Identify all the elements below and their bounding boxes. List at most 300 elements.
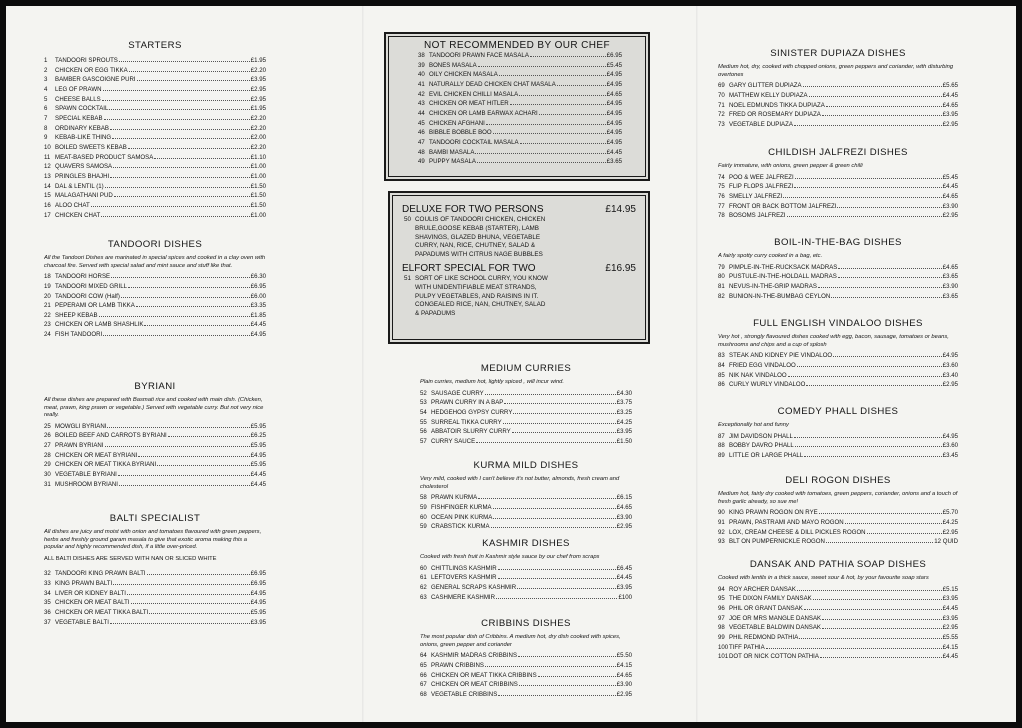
dot-leader [822,628,942,629]
dot-leader [530,56,606,57]
menu-item [718,614,958,624]
item-name: PRAWN BYRIANI [55,442,104,450]
section-kashmir [420,538,632,602]
item-name: OCEAN PINK KURMA [431,513,493,521]
section-title: CHILDISH JALFREZI DISHES [768,147,908,158]
menu-item [718,173,958,183]
menu-item [420,493,632,503]
item-name: ROY ARCHER DANSAK [729,585,796,593]
dot-leader [822,619,942,620]
item-number: 59 [420,523,427,531]
item-name: JOE OR MRS MANGLE DANSAK [729,614,822,622]
menu-item [718,182,958,192]
item-number: 5 [44,95,48,103]
section-description: Very hot , strongly flavoured dishes cooked with egg, bacon, sausage, tomatoes or beans, mushrooms and chips and a cup of splosh [718,334,949,348]
item-price: £4.25 [616,418,632,426]
item-price: £3.60 [942,442,958,450]
section-description: Cooked with lentils in a thick sauce, sweet sour & hot, by your favourite soap stars [718,575,929,581]
menu-item [718,282,958,292]
menu-item [44,598,266,608]
item-name: CHICKEN OR MEAT TIKKA CRIBBINS [431,671,537,679]
item-number: 92 [718,528,725,536]
item-number: 48 [418,148,425,156]
item-name: PRAWN CURRY IN A BAP [431,399,504,407]
dot-leader [477,162,606,163]
item-price: £4.45 [942,183,958,191]
item-name: DAL & LENTIL (1) [55,182,104,190]
section-description: Very mild, cooked with I can't believe it's not butter, almonds, fresh cream and cholesterol [420,476,620,490]
elfort-description [404,275,636,319]
item-name: SPAWN COCKTAIL [55,105,109,113]
section-tandoori [44,239,266,340]
dot-leader [831,297,942,298]
item-name: TANDOORI HORSE [55,273,111,281]
dot-leader [157,465,250,466]
dot-leader [485,394,616,395]
menu-item [418,119,622,129]
dot-leader [105,446,250,447]
item-number: 89 [718,451,725,459]
section-vindaloo [718,318,958,390]
item-price: £6.95 [250,282,266,290]
dot-leader [128,148,250,149]
item-list [420,493,632,532]
item-name: SHEEP KEBAB [55,311,98,319]
dot-leader [493,508,616,509]
menu-item [418,157,622,167]
item-number: 94 [718,585,725,593]
menu-item [420,427,632,437]
menu-item [718,604,958,614]
section-description: All these dishes are prepared with Basmati rice and cooked with main dish. (Chicken, meat, prawn, king prawn or vegetable.) Served with vegetable curry. But not very nice really. [44,397,264,419]
item-price: £6.95 [250,570,266,578]
menu-item [420,398,632,408]
dot-leader [485,666,616,667]
menu-item [420,593,632,603]
deluxe-line: SHAVINGS, GLAZED BHUNA, VEGETABLE [415,233,541,241]
section-title: COMEDY PHALL DISHES [777,406,899,417]
item-number: 81 [718,282,725,290]
item-list [718,508,958,547]
item-name: TANDOORI PRAWN FACE MASALA [429,52,529,59]
item-list [418,51,622,167]
item-name: CHITTLINGS KASHMIR [431,564,497,572]
item-number: 68 [420,690,427,698]
elfort-line: CONGEALED RICE, NAN, CHUTNEY, SALAD [415,301,546,309]
item-number: 36 [44,609,51,616]
item-name: CHICKEN OR MEAT BALTI [55,599,130,607]
section-cribbins [420,618,632,699]
item-price: £2.20 [250,124,266,132]
dot-leader [804,456,942,457]
dot-leader [168,436,250,437]
item-name: LEFTOVERS KASHMIR [431,574,497,582]
item-price: £5.70 [942,509,958,517]
item-name: BOILED SWEETS KEBAB [55,143,127,151]
item-number: 20 [44,292,51,300]
menu-item [718,441,958,451]
menu-item [718,101,958,111]
item-price: £1.00 [250,211,266,219]
item-name: CASHMERE KASHMIR [431,593,495,601]
deluxe-description [404,216,636,260]
menu-item [718,263,958,273]
menu-item [718,585,958,595]
item-price: £5.15 [942,585,958,593]
menu-item [44,191,266,201]
dot-leader [838,277,942,278]
item-number: 64 [420,652,427,660]
item-name: LOX, CREAM CHEESE & DILL PICKLES ROGON [729,528,866,536]
item-name: FRIED EGG VINDALOO [729,361,796,369]
item-price: £3.95 [250,618,266,626]
item-number: 10 [44,143,51,151]
menu-item [418,51,622,61]
dot-leader [795,178,942,179]
item-price: £2.20 [250,143,266,151]
item-name: TANDOORI SPROUTS [55,57,118,64]
item-number: 71 [718,101,725,109]
item-name: BIBBLE BOBBLE BOO [429,129,492,137]
section-description: A fairly spotty curry cooked in a bag, etc. [718,253,823,259]
item-name: NOEL EDMUNDS TIKKA DUPIAZA [729,101,825,109]
dot-leader [491,527,616,528]
menu-item [420,408,632,418]
item-price: £5.55 [942,633,958,641]
item-name: BLT ON PUMPERNICKLE ROGON [729,538,825,546]
dot-leader [137,80,250,81]
item-name: CHICKEN OR MEAT TIKKA BYRIANI [55,461,157,469]
dot-leader [114,196,250,197]
item-name: MUSHROOM BYRIANI [55,480,118,488]
dot-leader [147,574,250,575]
menu-item [44,608,266,618]
item-price: £4.15 [942,643,958,651]
dot-leader [104,119,250,120]
item-list [718,585,958,662]
menu-item [418,99,622,109]
menu-item [420,690,632,700]
item-price: £5.45 [942,173,958,181]
item-name: BAMBI MASALA [429,148,475,156]
item-list [718,173,958,221]
item-price: £2.95 [250,95,266,103]
section-description: Plain curries, medium hot, lightly spiced , will incur wind. [420,379,565,385]
dot-leader [845,523,942,524]
menu-item [44,66,266,76]
section-description: All dishes are juicy and moist with onion and tomatoes flavoured with green peppers, herbs and freshly ground garam masala to give that exotic aroma making this a popular and highly recommended dish, if a little over-priced. [44,529,262,551]
item-number: 58 [420,494,427,502]
item-price: £4.45 [942,653,958,661]
menu-item [44,282,266,292]
menu-item [420,389,632,399]
dot-leader [119,61,250,62]
item-number: 19 [44,282,51,290]
dot-leader [119,485,250,486]
item-number: 91 [718,518,725,526]
item-price: £3.35 [250,302,266,310]
section-phall [718,406,958,461]
dot-leader [102,100,250,101]
item-price: £4.65 [606,90,622,98]
section-description: Cooked with fresh fruit in Kashmir style sauce by our chef from scraps [420,554,600,560]
item-price: £3.25 [616,408,632,416]
item-price: £4.95 [606,109,622,117]
item-name: NIK NAK VINDALOO [729,371,787,379]
menu-item [44,272,266,282]
menu-item [718,451,958,461]
item-price: £6.45 [616,564,632,572]
deluxe-line: CURRY, NAN, RICE, CHUTNEY, SALAD & [415,242,536,250]
item-number: 11 [44,153,51,161]
menu-item [718,537,958,547]
item-price: £3.95 [942,111,958,119]
item-price: £4.25 [942,518,958,526]
dot-leader [822,115,942,116]
dot-leader [795,446,942,447]
section-title: NOT RECOMMENDED BY OUR CHEF [423,40,610,51]
menu-item [44,172,266,182]
dot-leader [138,456,249,457]
menu-item [44,480,266,490]
dot-leader [837,207,941,208]
item-list [44,56,266,220]
item-price: £5.95 [250,609,266,616]
menu-item [44,162,266,172]
item-price: £4.65 [616,671,632,679]
item-price: £6.25 [250,432,266,440]
dot-leader [804,609,942,610]
item-price: £4.95 [942,352,958,360]
not-recommended-box [384,32,650,181]
section-title: KASHMIR DISHES [482,538,570,549]
item-name: PRAWN KURMA [431,494,478,502]
elfort-line: WITH UNIDENTIFIABLE MEAT STRANDS, [415,283,537,291]
item-name: BAMBER GASCOIGNE PURI [55,76,136,84]
item-price: £3.60 [942,361,958,369]
item-price: £6.15 [616,494,632,502]
item-price: £3.90 [942,202,958,210]
item-price: £3.95 [942,614,958,622]
item-number: 52 [420,389,427,397]
item-name: STEAK AND KIDNEY PIE VINDALOO [729,352,833,360]
item-price: £3.90 [942,282,958,290]
item-name: PRAWN, PASTRAMI AND MAYO ROGON [729,518,844,526]
menu-item [718,432,958,442]
item-name: VEGETABLE BYRIANI [55,471,117,479]
menu-item [718,272,958,282]
item-name: SURREAL TIKKA CURRY [431,418,502,426]
item-list [420,389,632,447]
item-number: 75 [718,183,725,191]
item-name: PRINGLES BHAJHI [55,172,110,180]
item-number: 87 [718,432,725,440]
item-price: £2.95 [942,212,958,220]
section-description: Medium hot, fairly dry cooked with tomatoes, green peppers, coriander, onions and a touch of fresh garlic already, so sue me! [718,491,958,505]
item-price: £4.45 [250,471,266,479]
item-name: CHICKEN OR MEAT BYRIANI [55,451,138,459]
section-medium [420,363,632,447]
item-name: CHICKEN OR EGG TIKKA [55,66,128,74]
elfort-number: 51 [404,274,412,282]
item-name: SAUSAGE CURRY [431,389,484,397]
dot-leader [513,413,615,414]
item-name: BOSOMS JALFREZI [729,212,786,220]
dot-leader [766,648,942,649]
item-number: 100 [718,643,729,651]
item-name: CHICKEN OR MEAT HITLER [429,100,509,108]
dot-leader [121,297,250,298]
menu-item [718,380,958,390]
menu-item [44,211,266,221]
item-number: 25 [44,422,51,430]
item-price: £3.40 [942,371,958,379]
menu-item [718,361,958,371]
section-starters [44,40,266,220]
item-name: KING PRAWN BALTI [55,580,113,588]
menu-item [718,110,958,120]
section-title: DELI ROGON DISHES [785,475,891,486]
item-number: 55 [420,418,427,426]
item-price: £4.65 [942,192,958,200]
item-number: 35 [44,599,51,607]
dot-leader [519,685,616,686]
menu-item [44,460,266,470]
menu-item [44,56,266,66]
item-name: LIVER OR KIDNEY BALTI [55,589,126,597]
dot-leader [478,498,616,499]
menu-item [44,431,266,441]
item-name: LITTLE OR LARGE PHALL [729,451,804,459]
menu-item [44,301,266,311]
item-name: DOT OR NICK COTTON PATHIA [729,653,819,661]
dot-leader [128,287,250,288]
dot-leader [110,177,250,178]
menu-item [420,661,632,671]
dot-leader [806,385,941,386]
dot-leader [820,657,942,658]
item-number: 80 [718,273,725,281]
item-name: NATURALLY DEAD CHICKEN CHAT MASALA [429,80,556,88]
item-name: GARY GLITTER DUPIAZA [729,82,802,90]
menu-item [44,451,266,461]
item-price: £4.15 [616,661,632,669]
item-number: 90 [718,509,725,517]
dot-leader [518,656,616,657]
item-number: 42 [418,90,425,98]
item-list [718,351,958,390]
item-number: 41 [418,80,425,88]
item-number: 14 [44,182,51,190]
item-price: £2.95 [942,624,958,632]
menu-item [718,528,958,538]
item-price: £3.95 [942,595,958,603]
item-price: £4.95 [250,451,266,459]
item-name: MOWGLI BYRIANI [55,422,107,430]
dot-leader [520,143,606,144]
item-name: CHICKEN OR LAMB SHASHLIK [55,321,144,329]
item-number: 93 [718,538,725,546]
item-number: 86 [718,381,725,389]
item-price: £2.95 [250,85,266,93]
item-name: JIM DAVIDSON PHALL [729,432,793,440]
item-number: 70 [718,91,725,99]
item-number: 28 [44,451,51,459]
item-price: £5.95 [250,422,266,430]
menu-item [44,143,266,153]
menu-item [44,114,266,124]
item-list [420,564,632,603]
item-number: 69 [718,82,725,90]
dot-leader [503,423,616,424]
deluxe-heading [402,203,636,216]
item-price: £3.65 [606,158,622,166]
item-name: OILY CHICKEN MASALA [429,71,498,79]
item-number: 21 [44,302,51,310]
elfort-line: PULPY VEGETABLES, AND RAISINS IN IT. [415,292,539,300]
item-name: CHICKEN OR LAMB EARWAX ACHARI [429,109,538,117]
item-price: £2.95 [616,690,632,698]
item-name: TANDOORI COCKTAIL MASALA [429,138,519,146]
dot-leader [118,475,250,476]
item-name: PUSTULE-IN-THE-HOLDALL MADRAS [729,273,837,281]
dot-leader [498,569,616,570]
item-price: £4.65 [942,263,958,271]
fold-line [362,6,364,722]
item-name: EVIL CHICKEN CHILLI MASALA [429,90,519,98]
menu-item [718,91,958,101]
dot-leader [113,167,250,168]
dot-leader [496,598,617,599]
item-number: 83 [718,352,725,360]
menu-item [44,330,266,340]
item-price: £4.65 [616,503,632,511]
item-number: 57 [420,437,427,445]
section-rogon [718,475,958,547]
item-list [718,432,958,461]
item-name: KASHMIR MADRAS CRIBBINS [431,652,518,660]
item-name: KING PRAWN ROGON ON RYE [729,509,818,517]
item-name: PHIL REDMOND PATHIA [729,633,799,641]
dot-leader [794,437,942,438]
item-number: 79 [718,263,725,271]
section-description: The most popular dish of Cribbins. A medium hot, dry dish cooked with spices, onions, green pepper and coriander [420,634,621,648]
menu-item [420,503,632,513]
item-name: LEG OF PRAWN [55,85,102,93]
item-price: £6.30 [250,273,266,281]
dot-leader [867,533,942,534]
item-number: 31 [44,480,51,488]
item-number: 62 [420,583,427,591]
item-list [718,81,958,129]
section-title: KURMA MILD DISHES [473,460,579,471]
menu-item [718,211,958,221]
dot-leader [101,216,249,217]
menu-item [44,320,266,330]
item-price: £4.95 [250,331,266,339]
dot-leader [803,86,942,87]
item-list [44,422,266,490]
item-name: CRABSTICK KURMA [431,523,490,531]
dot-leader [113,584,250,585]
menu-item [44,182,266,192]
item-number: 1 [44,57,48,64]
item-list [44,569,266,627]
item-name: TANDOORI KING PRAWN BALTI [55,570,146,578]
dot-leader [107,427,249,428]
item-number: 15 [44,192,51,200]
item-price: £3.90 [616,513,632,521]
